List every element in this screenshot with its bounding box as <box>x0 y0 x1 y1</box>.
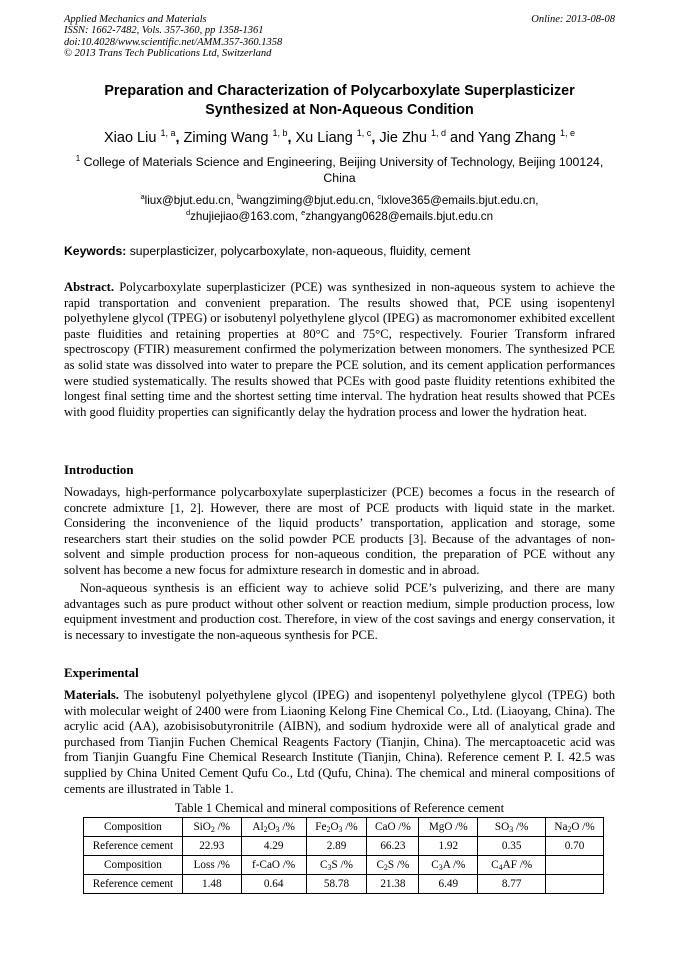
table-row <box>84 856 604 875</box>
materials-text: The isobutenyl polyethylene glycol (IPEG) and isopentenyl polyethylene glycol (TPEG) both with molecular weight of 2400 were from Liaoning Kelong Fine Chemical Co., Ltd. (Liaoyang, China). The acrylic acid (AA), azobisisobutyronitrile (AIBN), and sodium hydroxide were all of analytical grade and purchased from Tianjin Fuchen Chemical Reagents Factory (Tianjin, China). The mercaptoacetic acid was from Tianjin Guangfu Fine Chemical Research Institute (Tianjin, China). Reference cement P. I. 42.5 was supplied by China United Cement Qufu Co., Ltd (Qufu, China). The chemical and mineral compositions of cements are illustrated in Table 1. <box>64 688 616 796</box>
email-link[interactable]: wangziming@bjut.edu.cn <box>241 194 371 207</box>
column-header: Loss /% <box>182 856 241 875</box>
column-header: SiO$_2$ /% <box>182 818 241 837</box>
abstract-label: Abstract. <box>64 280 115 294</box>
paper-title: Preparation and Characterization of Polycarboxylate Superplasticizer Synthesized at Non-Aqueous Condition <box>104 83 575 118</box>
column-header: $C_3A$ /% <box>419 856 478 875</box>
column-header: $Fe_2O_3$ /% <box>306 818 367 837</box>
author-name: Jie Zhu <box>379 130 427 146</box>
table-cell: 2.89 <box>306 837 367 856</box>
column-header: $SO_3$ /% <box>478 818 546 837</box>
affiliation-text: College of Materials Science and Engineering, Beijing University of Technology, Beijing 100124, China <box>83 155 604 185</box>
author-affil-marker: 1, c <box>356 128 372 138</box>
email-marker: e <box>301 207 306 217</box>
introduction-heading: Introduction <box>64 463 134 477</box>
column-header: $C_4AF$ /% <box>478 856 546 875</box>
table-cell: 66.23 <box>367 837 419 856</box>
abstract-text: Polycarboxylate superplasticizer (PCE) was synthesized in non-aqueous system to achieve the rapid transportation and convenient preparation. The results showed that, PCE using isopentenyl polyethylene glycol (TPEG) or isobutenyl polyethylene glycol (IPEG) as macromonomer exhibited excellent paste fluidities and retaining properties at 80°C and 75°C, respectively. Fourier Transform infrared spectroscopy (FTIR) measurement confirmed the polymerization between monomers. The synthesized PCE as solid state was dissolved into water to prepare the PCE solution, and its cement application performances were studied systematically. The results showed that PCEs with good paste fluidity retentions exhibited the longest final setting time and the shortest setting time interval. The hydration heat results showed that PCEs with good fluidity properties can significantly delay the hydration process and lower the hydration heat. <box>64 280 615 419</box>
row-header: Composition <box>84 856 183 875</box>
journal-name: Applied Mechanics and Materials <box>64 14 207 25</box>
materials-paragraph <box>64 688 615 797</box>
table-cell: 8.77 <box>478 875 546 894</box>
table-row <box>84 875 604 894</box>
table-row <box>84 837 604 856</box>
email-link[interactable]: liux@bjut.edu.cn <box>144 194 231 207</box>
table-cell <box>546 875 604 894</box>
email-link[interactable]: zhujiejiao@163.com <box>190 209 295 223</box>
row-header: Reference cement <box>84 837 183 856</box>
column-header <box>546 856 604 875</box>
author-list: Xiao Liu $^{1, a}$, Ziming Wang $^{1, b}$, Xu Liang $^{1, c}$, Jie Zhu $^{1, d}$ and Yang Zhang $^{1, e}$ <box>104 128 575 146</box>
table-cell: 21.38 <box>367 875 419 894</box>
table-cell: 1.92 <box>419 837 478 856</box>
affiliation <box>64 154 615 186</box>
table-caption: Table 1 Chemical and mineral compositions of Reference cement <box>174 801 505 815</box>
email-link[interactable]: zhangyang0628@emails.bjut.edu.cn <box>305 209 494 223</box>
online-date: Online: 2013-08-08 <box>531 14 615 25</box>
email-marker: a <box>140 192 145 201</box>
email-marker: b <box>236 192 242 201</box>
author-affil-marker: 1, e <box>559 128 575 138</box>
email-marker: c <box>377 192 382 201</box>
email-list: $^a$liux@bjut.edu.cn, $^b$wangziming@bjut.edu.cn, $^c$lxlove365@emails.bjut.edu.cn, $^d$zhujiejiao@163.com, $^e$zhangyang0628@emails.bjut.edu.cn <box>140 192 539 223</box>
table-cell: 4.29 <box>241 837 306 856</box>
doi-line: doi:10.4028/www.scientific.net/AMM.357-360.1358 <box>64 36 283 48</box>
table-row <box>84 818 604 837</box>
authors-conjunction: and <box>450 130 475 146</box>
author-affil-marker: 1, b <box>272 128 288 138</box>
column-header: $C_2S$ /% <box>367 856 419 875</box>
table-cell: 58.78 <box>306 875 367 894</box>
email-marker: d <box>185 207 191 217</box>
email-link[interactable]: lxlove365@emails.bjut.edu.cn <box>381 194 536 207</box>
table-cell: 22.93 <box>182 837 241 856</box>
row-header: Reference cement <box>84 875 183 894</box>
materials-label: Materials. <box>64 688 119 702</box>
column-header: $Al_2O_3$ /% <box>241 818 306 837</box>
abstract <box>64 280 615 420</box>
table-cell: 0.64 <box>241 875 306 894</box>
author-name: Xiao Liu <box>104 130 157 146</box>
issn-line: ISSN: 1662-7482, Vols. 357-360, pp 1358-1361 <box>64 25 264 37</box>
author-affil-marker: 1, d <box>430 128 446 138</box>
journal-header <box>64 14 615 60</box>
table-cell: 6.49 <box>419 875 478 894</box>
keywords <box>64 243 615 259</box>
copyright-line: © 2013 Trans Tech Publications Ltd, Switzerland <box>64 48 272 60</box>
table-cell: 1.48 <box>182 875 241 894</box>
experimental-heading: Experimental <box>64 666 139 680</box>
composition-table <box>83 817 604 894</box>
introduction-paragraph-1: Nowadays, high-performance polycarboxylate superplasticizer (PCE) becomes a focus in the research of concrete admixture [1, 2]. However, there are most of PCE products with liquid state in the market. Considering the inconvenience of the liquid products’ transportation, application and storage, some researchers start their studies on the solid powder PCE products [3]. Because of the advantages of non-solvent and simple production process for non-aqueous condition, the preparation of PCE without any solvent has become a new focus for admixture research in domestic and in abroad. <box>64 485 615 577</box>
introduction-paragraph-2: Non-aqueous synthesis is an efficient way to achieve solid PCE’s pulverizing, and there are many advantages such as pure product without other solvent or reaction medium, simple production process, low equipment investment and production cost. Therefore, in view of the cost savings and energy conservation, it is necessary to investigate the non-aqueous synthesis for PCE. <box>64 581 615 642</box>
column-header: CaO /% <box>367 818 419 837</box>
author-name: Ziming Wang <box>183 130 269 146</box>
column-header: f-CaO /% <box>241 856 306 875</box>
column-header: $Na_2O$ /% <box>546 818 604 837</box>
column-header: $C_3S$ /% <box>306 856 367 875</box>
table-cell: 0.70 <box>546 837 604 856</box>
row-header: Composition <box>84 818 183 837</box>
table-cell: 0.35 <box>478 837 546 856</box>
author-name: Xu Liang <box>295 130 353 146</box>
column-header: MgO /% <box>419 818 478 837</box>
keywords-label: Keywords: <box>64 244 127 258</box>
affiliation-marker: 1 <box>75 154 81 163</box>
author-affil-marker: 1, a <box>160 128 176 138</box>
author-name: Yang Zhang <box>478 130 556 146</box>
keywords-text: superplasticizer, polycarboxylate, non-aqueous, fluidity, cement <box>129 244 471 258</box>
